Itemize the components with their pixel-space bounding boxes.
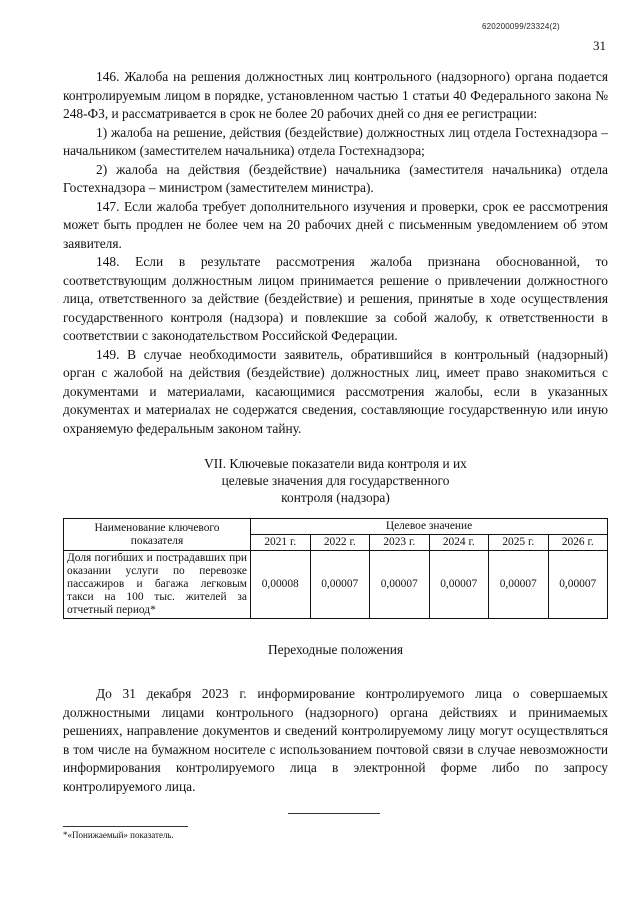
year-cell: 2025 г. xyxy=(489,535,549,551)
year-cell: 2022 г. xyxy=(310,535,370,551)
end-separator xyxy=(288,813,380,814)
indicator-name-cell: Доля погибших и пострадавших при оказании услуги по перевозке пассажиров и багажа легковым такси на 100 тыс. жителей за отчетный период* xyxy=(64,551,251,619)
year-cell: 2026 г. xyxy=(548,535,608,551)
table-row xyxy=(64,551,608,619)
value-cell: 0,00007 xyxy=(429,551,489,619)
value-cell: 0,00007 xyxy=(310,551,370,619)
key-indicators-table xyxy=(63,518,608,619)
transitional-provisions-title: Переходные положения xyxy=(267,642,404,657)
paragraph-147: 147. Если жалоба требует дополнительного изучения и проверки, срок ее рассмотрения может быть продлен не более чем на 20 рабочих дней с письменным уведомлением об этом заявителя. xyxy=(63,198,608,251)
paragraph-146: 146. Жалоба на решения должностных лиц контрольного (надзорного) органа подается контролируемым лицом в порядке, установленном частью 1 статьи 40 Федерального закона № 248-ФЗ, и рассматривается в срок не более 20 рабочих дней со дня ее регистрации: xyxy=(63,69,608,121)
value-cell: 0,00007 xyxy=(548,551,608,619)
transitional-provisions-text: До 31 декабря 2023 г. информирование контролируемого лица о совершаемых должностными лицами контрольного (надзорного) органа действиях и принимаемых решениях, направление документов и сведений контролируемому лицу могут осуществляться в том числе на бумажном носителе с использованием почтовой связи в случае невозможности информирования контролируемого лица в электронной форме либо по запросу контролируемого лица. xyxy=(63,686,608,794)
header-target-value: Целевое значение xyxy=(251,519,608,535)
paragraph-149: 149. В случае необходимости заявитель, обратившийся в контрольный (надзорный) орган с жалобой на действия (бездействие) должностных лиц, имеет право знакомиться с документами и материалами, касающимися рассмотрения жалобы, если в указанных документах и материалах не содержатся сведения, составляющие государственную или иную охраняемую федеральным законом тайну. xyxy=(63,346,608,436)
value-cell: 0,00007 xyxy=(370,551,430,619)
document-id: 620200099/23324(2) xyxy=(482,22,560,31)
footnote-divider xyxy=(63,826,188,827)
footnote: *«Понижаемый» показатель. xyxy=(63,830,174,840)
paragraph-146-item-2: 2) жалоба на действия (бездействие) начальника (заместителя начальника) отдела Гостехнадзора – министром (заместителем министра). xyxy=(63,161,608,195)
section-7-title-line-1: VII. Ключевые показатели вида контроля и их xyxy=(204,456,467,471)
year-cell: 2021 г. xyxy=(251,535,311,551)
year-cell: 2023 г. xyxy=(370,535,430,551)
document-body xyxy=(63,68,608,796)
value-cell: 0,00008 xyxy=(251,551,311,619)
section-7-title-line-3: контроля (надзора) xyxy=(281,490,390,505)
section-7-title-line-2: целевые значения для государственного xyxy=(221,473,450,488)
paragraph-148: 148. Если в результате рассмотрения жалоба признана обоснованной, то соответствующим должностным лицом принимается решение о привлечении должностного лица, ответственного за действие (бездействие) и решения, принятые в ходе осуществления государственного контроля (надзора) и повлекшие за собой жалобу, к ответственности в соответствии с законодательством Российской Федерации. xyxy=(63,254,608,343)
page-number: 31 xyxy=(593,38,606,53)
paragraph-146-item-1: 1) жалоба на решение, действия (бездействие) должностных лиц отдела Гостехнадзора – начальником (заместителем начальника) отдела Гостехнадзора; xyxy=(63,124,608,158)
value-cell: 0,00007 xyxy=(489,551,549,619)
year-cell: 2024 г. xyxy=(429,535,489,551)
header-indicator-name: Наименование ключевого показателя xyxy=(64,519,251,551)
table-header-row xyxy=(64,519,608,535)
section-7-heading xyxy=(63,455,608,506)
